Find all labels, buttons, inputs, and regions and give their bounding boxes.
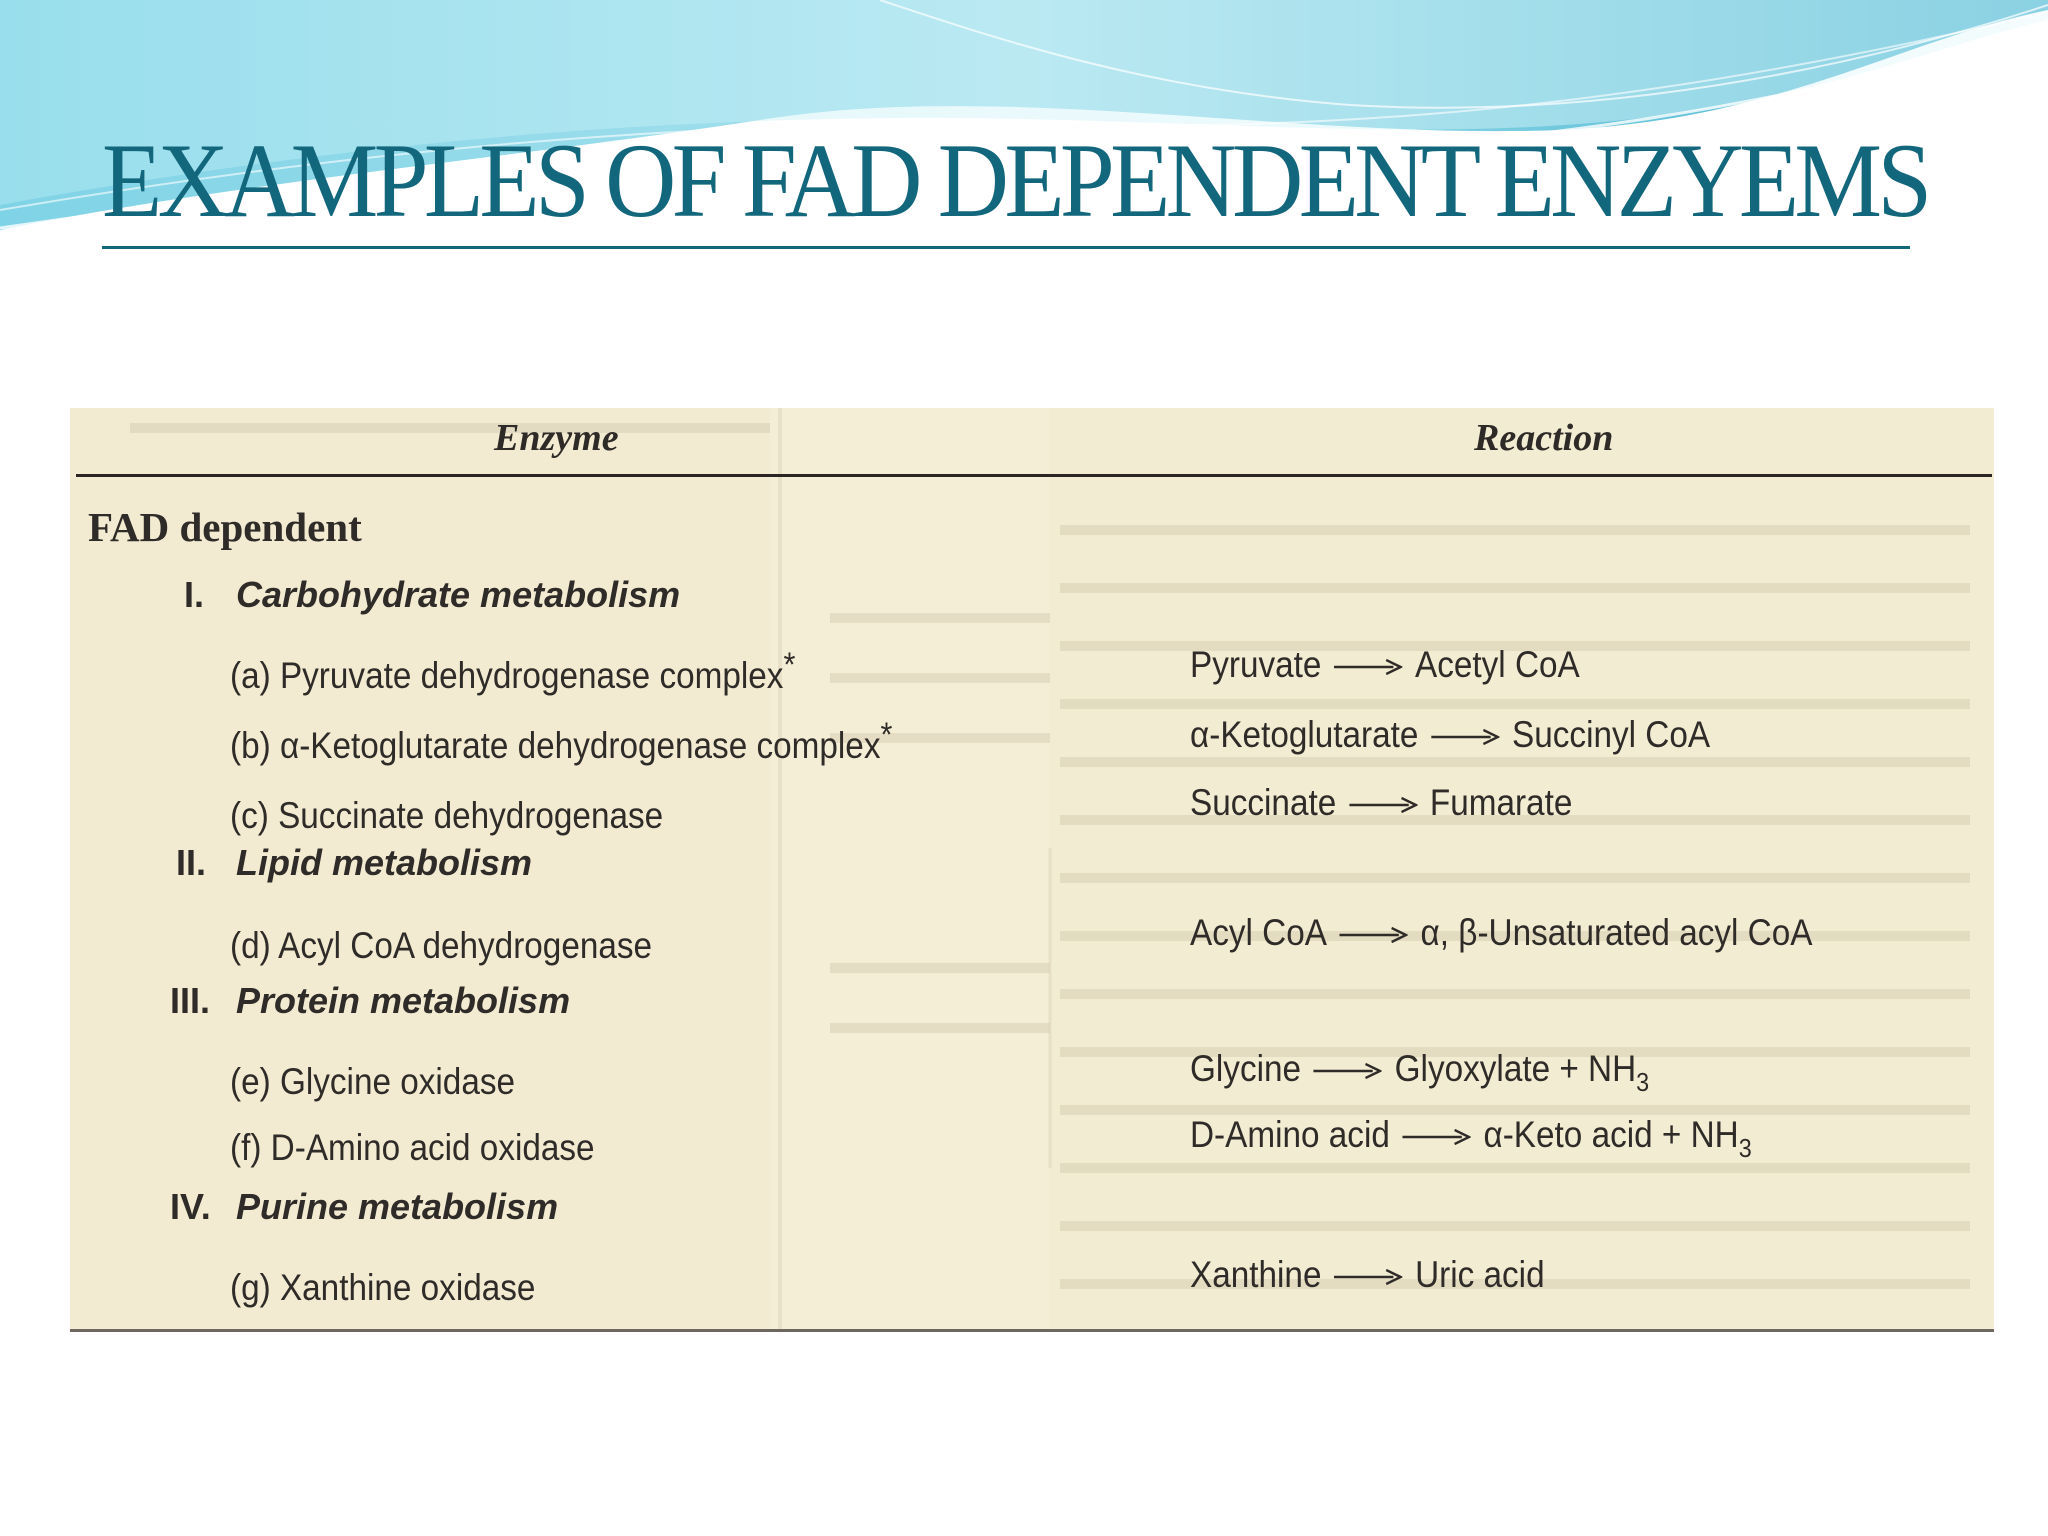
reaction-substrate: Acyl CoA <box>1190 912 1327 953</box>
reaction-arrow-icon <box>1334 1267 1402 1287</box>
reaction-equation <box>1190 780 1572 826</box>
section-heading <box>170 978 570 1024</box>
enzyme-label: (b) α-Ketoglutarate dehydrogenase complex <box>230 725 881 766</box>
enzyme-name <box>230 642 795 699</box>
section-heading <box>176 840 532 886</box>
section-numeral: IV. <box>170 1186 211 1227</box>
column-header-enzyme: Enzyme <box>494 417 619 459</box>
reaction-product: Succinyl CoA <box>1512 714 1711 755</box>
reaction-product: Fumarate <box>1429 782 1573 823</box>
enzyme-name <box>230 1048 515 1105</box>
table-bottom-rule <box>70 1329 1994 1332</box>
reaction-product: Acetyl CoA <box>1415 644 1580 685</box>
reaction-equation <box>1190 910 1812 956</box>
enzyme-label: (c) Succinate dehydrogenase <box>230 795 664 836</box>
section-title: Lipid metabolism <box>236 842 533 883</box>
enzyme-label: (g) Xanthine oxidase <box>230 1267 536 1308</box>
enzyme-label: (e) Glycine oxidase <box>230 1061 516 1102</box>
section-numeral: II. <box>176 842 207 883</box>
section-heading <box>170 1184 558 1230</box>
group-label: FAD dependent <box>88 504 362 550</box>
section-numeral: III. <box>170 980 211 1021</box>
section-title: Protein metabolism <box>236 980 571 1021</box>
section-title: Carbohydrate metabolism <box>236 574 681 615</box>
reaction-equation <box>1190 1112 1752 1163</box>
section-heading <box>184 572 680 618</box>
reaction-equation <box>1190 1046 1650 1097</box>
enzyme-label: (f) D-Amino acid oxidase <box>230 1127 595 1168</box>
reaction-substrate: Glycine <box>1190 1048 1302 1089</box>
reaction-arrow-icon <box>1402 1127 1470 1147</box>
reaction-product-subscript: 3 <box>1636 1067 1650 1097</box>
reaction-equation <box>1190 1252 1545 1298</box>
reaction-product: α-Keto acid + NH <box>1483 1114 1739 1155</box>
reaction-product-subscript: 3 <box>1738 1133 1752 1163</box>
reaction-equation <box>1190 642 1580 688</box>
reaction-substrate: Succinate <box>1190 782 1337 823</box>
enzyme-name <box>230 1254 535 1311</box>
footnote-asterisk: * <box>783 646 796 684</box>
enzyme-label: (d) Acyl CoA dehydrogenase <box>230 925 653 966</box>
enzyme-name <box>230 712 892 769</box>
scanned-enzyme-table <box>70 408 1994 1332</box>
reaction-arrow-icon <box>1431 727 1499 747</box>
title-underline <box>102 246 1910 249</box>
reaction-arrow-icon <box>1340 925 1408 945</box>
reaction-substrate: D-Amino acid <box>1190 1114 1390 1155</box>
reaction-equation <box>1190 712 1710 758</box>
reaction-product: Glyoxylate + NH <box>1394 1048 1637 1089</box>
enzyme-label: (a) Pyruvate dehydrogenase complex <box>230 655 784 696</box>
slide-title: EXAMPLES OF FAD DEPENDENT ENZYEMS <box>102 122 1928 239</box>
reaction-arrow-icon <box>1349 795 1417 815</box>
reaction-substrate: α-Ketoglutarate <box>1190 714 1419 755</box>
reaction-product: Uric acid <box>1415 1254 1545 1295</box>
enzyme-name <box>230 1114 595 1171</box>
reaction-product: α, β-Unsaturated acyl CoA <box>1420 912 1813 953</box>
enzyme-name <box>230 912 652 969</box>
section-title: Purine metabolism <box>236 1186 559 1227</box>
reaction-substrate: Xanthine <box>1190 1254 1322 1295</box>
header-rule <box>76 474 1992 477</box>
reaction-substrate: Pyruvate <box>1190 644 1322 685</box>
reaction-arrow-icon <box>1314 1061 1382 1081</box>
reaction-arrow-icon <box>1334 657 1402 677</box>
column-header-reaction: Reaction <box>1474 417 1614 459</box>
section-numeral: I. <box>184 574 205 615</box>
enzyme-name <box>230 782 663 839</box>
footnote-asterisk: * <box>880 716 893 754</box>
